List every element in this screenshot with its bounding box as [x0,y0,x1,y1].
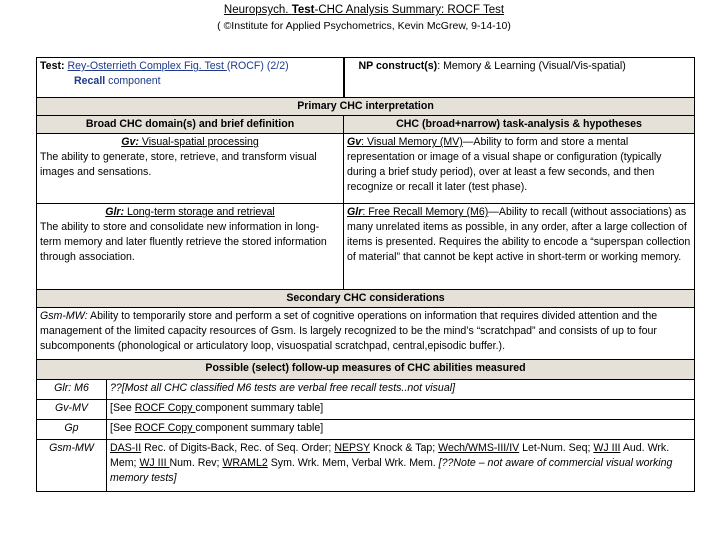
followup-code-glr-m6: Glr: M6 [37,380,107,400]
followup-code-gv-mv: Gv-MV [37,400,107,420]
primary-row-glr [37,204,695,290]
document-title: Neuropsych. Test-CHC Analysis Summary: ROCF Test [223,4,505,16]
secondary-cell [37,308,695,360]
glr-definition-cell [37,204,344,290]
secondary-heading-row [37,290,695,308]
wraml2-link[interactable]: WRAML2 [222,457,268,470]
np-construct-value: : Memory & Learning (Visual/Vis-spatial) [437,60,626,72]
document-header [0,2,728,34]
secondary-heading: Secondary CHC considerations [37,290,695,308]
primary-column-headers [37,116,695,134]
wj-iii-link[interactable]: WJ III [139,457,170,470]
followup-text-glr-m6: ??[Most all CHC classified M6 tests are verbal free recall tests..not visual] [107,380,695,400]
col-header-domain: Broad CHC domain(s) and brief definition [37,116,344,134]
glr-narrow-title: : Free Recall Memory (M6) [362,206,489,219]
test-name-rest: (ROCF) (2/2) [226,60,289,72]
followup-text-gsm-mw: DAS-II Rec. of Digits-Back, Rec. of Seq. Order; NEPSY Knock & Tap; Wech/WMS-III/IV Let-Num. Seq; WJ III Aud. Wrk. Mem; WJ III Num. Rev; WRAML2 Sym. Wrk. Mem, Verbal Wrk. Mem. [??Note – not aware of commercial visual working memory tests] [107,440,695,492]
summary-table [36,57,695,492]
das-ii-link[interactable]: DAS-II [110,442,142,455]
gv-title: Gv: Visual-spatial processing [121,136,259,149]
primary-heading: Primary CHC interpretation [37,98,695,116]
followup-code-gsm-mw: Gsm-MW [37,440,107,492]
test-component: Recall component [74,75,161,88]
test-label: Test: [40,60,65,72]
primary-heading-row [37,98,695,116]
followup-code-gp: Gp [37,420,107,440]
followup-row-glr-m6 [37,380,695,400]
gv-narrow-cell [344,134,695,204]
gv-definition-cell [37,134,344,204]
glr-title: Glr: Long-term storage and retrieval [105,206,275,219]
secondary-text: Ability to temporarily store and perform a set of cognitive operations on information that requires divided attention and the management of the limited capacity resources of Gsm. Is largely recognized to be the mind’s “scratchpad” and consists of up to four subcomponents (phonological or articulatory loop, visuospatial scratchpad, central,episodic buffer.). [40,310,658,353]
followup-row-gv-mv [37,400,695,420]
glr-definition: The ability to store and consolidate new information in long-term memory and later fluently retrieve the stored information through association. [40,221,327,264]
followup-row-gsm-mw [37,440,695,492]
followup-heading: Possible (select) follow-up measures of CHC abilities measured [37,360,695,380]
test-cell [37,58,344,98]
glr-narrow-cell [344,204,695,290]
followup-text-gv-mv: [See ROCF Copy component summary table] [107,400,695,420]
document-copyright: ( ©Institute for Applied Psychometrics, Kevin McGrew, 9-14-10) [217,20,511,33]
nepsy-link[interactable]: NEPSY [334,442,371,455]
wechsler-link[interactable]: Wech/WMS-III/IV [438,442,520,455]
np-construct-cell [344,58,695,98]
gv-narrow-code: Gv [347,136,362,149]
rocf-copy-link[interactable]: ROCF Copy [134,402,196,415]
test-name-link[interactable]: Rey-Osterrieth Complex Fig. Test [67,60,227,72]
gv-definition: The ability to generate, store, retrieve, and transform visual images and sensations. [40,151,317,179]
gv-narrow-title: : Visual Memory (MV) [361,136,463,149]
followup-row-gp [37,420,695,440]
secondary-row [37,308,695,360]
gv-narrow-text: —Ability to form and store a mental representation or image of a visual shape or configuration (typically during a brief study period), over at least a few seconds, and then recognize or recall it later (test phase). [347,136,662,194]
test-row [37,58,695,98]
primary-row-gv [37,134,695,204]
secondary-code: Gsm-MW: [40,310,88,323]
followup-note: [??Note – not aware of commercial visual working memory tests] [110,457,673,485]
wj-iii-link[interactable]: WJ III [593,442,621,455]
followup-text-gp: [See ROCF Copy component summary table] [107,420,695,440]
followup-heading-row [37,360,695,380]
glr-narrow-text: —Ability to recall (without associations) as many unrelated items as possible, in any order, after a large collection of items is presented. Requires the ability to encode a “superspan collection of material” that cannot be kept active in short-term or working memory. [347,206,691,264]
col-header-hypotheses: CHC (broad+narrow) task-analysis & hypotheses [344,116,695,134]
np-construct-label: NP construct(s) [358,60,438,72]
glr-narrow-code: Glr [347,206,363,219]
rocf-copy-link[interactable]: ROCF Copy [134,422,196,435]
